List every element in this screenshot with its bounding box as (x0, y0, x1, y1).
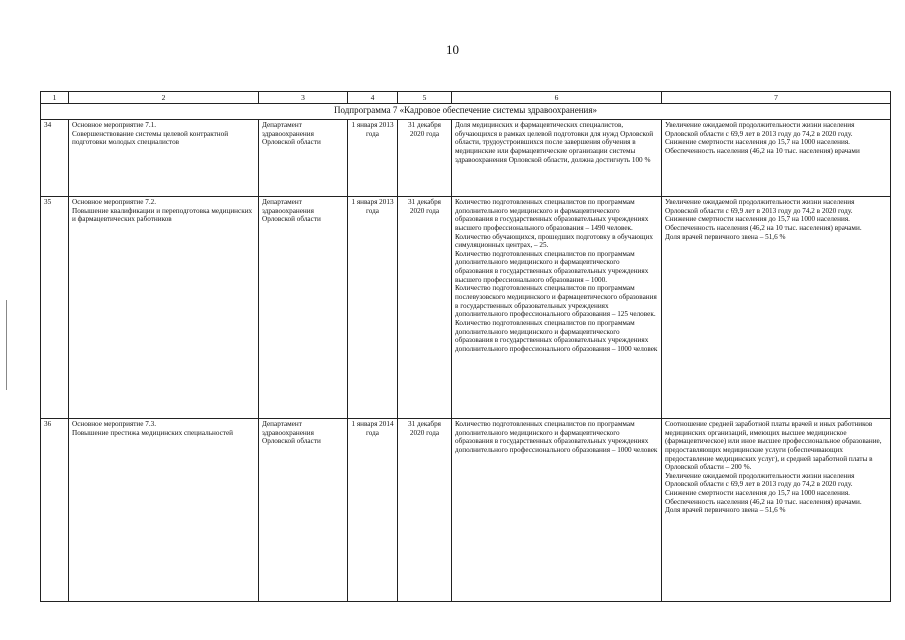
end-date-cell: 31 декабря 2020 года (398, 419, 452, 602)
row-number: 35 (41, 197, 69, 419)
start-date-cell: 1 января 2014 года (348, 419, 398, 602)
result-paragraph: Количество подготовленных специалистов по программам послевузовского медицинского и фармацевтического образования в государственных образовательных учреждениях дополнительного профессионального образования – 125 человек. (455, 284, 657, 319)
table-body (41, 120, 891, 602)
effect-paragraph: Обеспеченность населения (46,2 на 10 тыс. населения) врачами (665, 146, 860, 155)
executor-cell: Департамент здравоохранения Орловской области (259, 120, 348, 197)
effect-paragraph: Обеспеченность населения (46,2 на 10 тыс. населения) врачами. (665, 223, 862, 232)
result-cell (452, 197, 662, 419)
table-row (41, 120, 891, 197)
table-row (41, 197, 891, 419)
end-date-cell: 31 декабря 2020 года (398, 120, 452, 197)
row-number: 34 (41, 120, 69, 197)
column-number: 3 (259, 92, 348, 104)
measure-cell: Основное мероприятие 7.3. Повышение престижа медицинских специальностей (69, 419, 259, 602)
measure-cell: Основное мероприятие 7.2. Повышение квалификации и переподготовка медицинских и фармацевтических работников (69, 197, 259, 419)
effect-paragraph: Снижение смертности населения до 15,7 на 1000 населения. (665, 489, 850, 498)
effect-paragraph: Снижение смертности населения до 15,7 на 1000 населения. (665, 138, 850, 147)
column-number: 5 (398, 92, 452, 104)
measure-cell: Основное мероприятие 7.1. Совершенствование системы целевой контрактной подготовки молодых специалистов (69, 120, 259, 197)
end-date-cell: 31 декабря 2020 года (398, 197, 452, 419)
table-row (41, 419, 891, 602)
effect-paragraph: Увеличение ожидаемой продолжительности жизни населения Орловской области с 69,9 лет в 2013 году до 74,2 в 2020 году. (665, 121, 855, 138)
executor-cell: Департамент здравоохранения Орловской области (259, 419, 348, 602)
effect-paragraph: Доля врачей первичного звена – 51,6 % (665, 506, 786, 515)
effect-cell (662, 120, 891, 197)
start-date-cell: 1 января 2013 года (348, 120, 398, 197)
row-number: 36 (41, 419, 69, 602)
result-paragraph: Количество подготовленных специалистов по программам дополнительного медицинского и фармацевтического образования в государственных образовательных учреждениях высшего профессионального образования – 1490 человек. (455, 198, 649, 232)
result-paragraph: Доля медицинских и фармацевтических специалистов, обучающихся в рамках целевой подготовки для нужд Орловской области, трудоустроившихся после завершения обучения в медицинские или фармацевтические организации системы здравоохранения Орловской области, должна достигнуть 100 % (455, 121, 654, 164)
column-number: 4 (348, 92, 398, 104)
effect-paragraph: Снижение смертности населения до 15,7 на 1000 населения. (665, 215, 850, 224)
effect-paragraph: Увеличение ожидаемой продолжительности жизни населения Орловской области с 69,9 лет в 2013 году до 74,2 в 2020 году. (665, 471, 855, 489)
subprogram-title: Подпрограмма 7 «Кадровое обеспечение системы здравоохранения» (41, 104, 891, 120)
column-numbers-row (41, 92, 891, 104)
effect-paragraph: Увеличение ожидаемой продолжительности жизни населения Орловской области с 69,9 лет в 2013 году до 74,2 в 2020 году. (665, 198, 855, 215)
effect-cell (662, 197, 891, 419)
result-paragraph: Количество подготовленных специалистов по программам дополнительного медицинского и фармацевтического образования в государственных образовательных учреждениях дополнительного профессионального образования – 1000 человек (455, 420, 658, 454)
result-cell (452, 419, 662, 602)
effect-cell (662, 419, 891, 602)
column-number: 7 (662, 92, 891, 104)
executor-cell: Департамент здравоохранения Орловской области (259, 197, 348, 419)
program-table (40, 91, 891, 602)
margin-line (6, 300, 7, 390)
effect-paragraph: Доля врачей первичного звена – 51,6 % (665, 232, 786, 241)
effect-paragraph: Соотношение средней заработной платы врачей и иных работников медицинских организаций, имеющих высшее медицинское (фармацевтическое) или иное высшее профессиональное образование, предоставляющих медицинские услуги (обеспечивающих предоставление медицинских услуг), и средней заработной платы в Орловской области – 200 %. (665, 420, 882, 472)
effect-paragraph: Обеспеченность населения (46,2 на 10 тыс. населения) врачами. (665, 497, 862, 506)
column-number: 6 (452, 92, 662, 104)
column-number: 2 (69, 92, 259, 104)
page-number: 10 (446, 42, 459, 57)
result-paragraph: Количество обучающихся, прошедших подготовку в обучающих симуляционных центрах, – 25. (455, 232, 653, 250)
result-paragraph: Количество подготовленных специалистов по программам дополнительного медицинского и фармацевтического образования в государственных образовательных учреждениях высшего профессионального образования – 1000. (455, 249, 649, 284)
subprogram-row (41, 104, 891, 120)
result-paragraph: Количество подготовленных специалистов по программам дополнительного медицинского и фармацевтического образования в государственных образовательных учреждениях дополнительного профессионального образования – 1000 человек (455, 318, 658, 353)
column-number: 1 (41, 92, 69, 104)
start-date-cell: 1 января 2013 года (348, 197, 398, 419)
result-cell (452, 120, 662, 197)
